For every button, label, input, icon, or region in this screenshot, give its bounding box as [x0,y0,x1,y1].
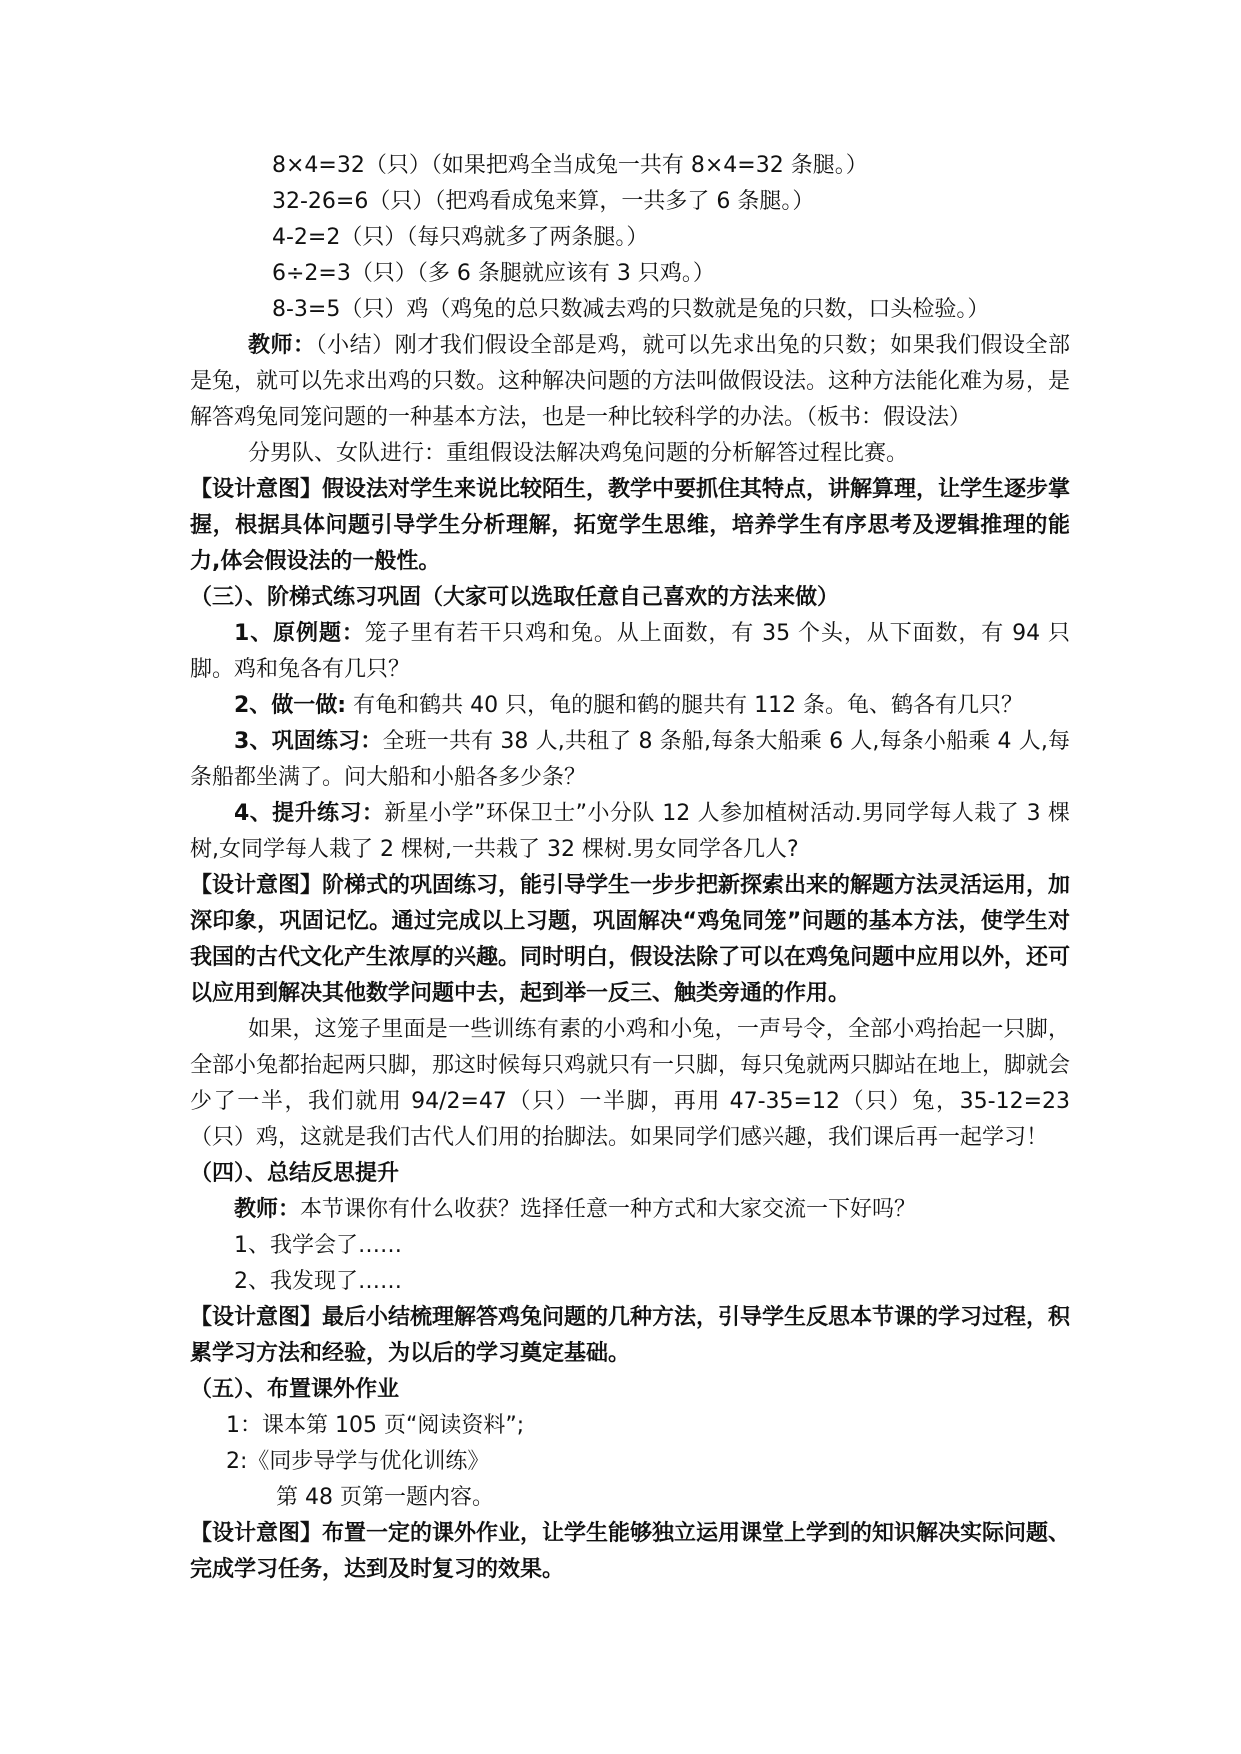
reflect-item-1: 1、我学会了…… [234,1233,402,1258]
homework-item-3: 第 48 页第一题内容。 [276,1485,494,1510]
calc-line-5: 8-3=5（只）鸡（鸡兔的总只数减去鸡的只数就是兔的只数，口头检验。） [272,297,990,322]
section-5-heading: （五）、布置课外作业 [190,1377,400,1402]
exercise-3-label: 3、巩固练习： [234,729,383,754]
exercise-4-text: 新星小学”环保卫士”小分队 12 人参加植树活动.男同学每人栽了 3 棵树,女同学每人栽了 2 棵树,一共栽了 32 棵树.男女同学各几人? [190,801,1070,862]
exercise-4 [190,796,1070,868]
calc-line-4: 6÷2=3（只）（多 6 条腿就应该有 3 只鸡。） [272,261,715,286]
design-intent-4: 【设计意图】布置一定的课外作业，让学生能够独立运用课堂上学到的知识解决实际问题、完成学习任务，达到及时复习的效果。 [190,1521,1071,1582]
teacher-reflect-text: 本节课你有什么收获？选择任意一种方式和大家交流一下好吗？ [300,1197,917,1222]
competition-paragraph: 分男队、女队进行：重组假设法解决鸡兔问题的分析解答过程比赛。 [248,441,909,466]
design-intent-1: 【设计意图】假设法对学生来说比较陌生，教学中要抓住其特点，讲解算理，让学生逐步掌握，根据具体问题引导学生分析理解，拓宽学生思维，培养学生有序思考及逻辑推理的能力,体会假设法的一般性。 [190,477,1071,574]
exercise-3 [190,724,1070,796]
teacher-label: 教师： [248,333,316,358]
teacher-reflect-paragraph [190,1192,1070,1228]
exercise-2-text: 有龟和鹤共 40 只，龟的腿和鹤的腿共有 112 条。龟、鹤各有几只？ [346,693,1024,718]
design-intent-3: 【设计意图】最后小结梳理解答鸡兔问题的几种方法，引导学生反思本节课的学习过程，积累学习方法和经验，为以后的学习奠定基础。 [190,1305,1071,1366]
design-intent-2: 【设计意图】阶梯式的巩固练习，能引导学生一步步把新探索出来的解题方法灵活运用，加深印象，巩固记忆。通过完成以上习题，巩固解决“鸡兔同笼”问题的基本方法，使学生对我国的古代文化产生浓厚的兴趣。同时明白，假设法除了可以在鸡兔问题中应用以外，还可以应用到解决其他数学问题中去，起到举一反三、触类旁通的作用。 [190,873,1071,1006]
teacher-summary-text: （小结）刚才我们假设全部是鸡，就可以先求出兔的只数；如果我们假设全部是兔，就可以先求出鸡的只数。这种解决问题的方法叫做假设法。这种方法能化难为易，是解答鸡兔同笼问题的一种基本方法，也是一种比较科学的办法。（板书：假设法） [190,333,1071,430]
calc-line-3: 4-2=2（只）（每只鸡就多了两条腿。） [272,225,649,250]
lift-foot-paragraph: 如果，这笼子里面是一些训练有素的小鸡和小兔，一声号令，全部小鸡抬起一只脚，全部小兔都抬起两只脚，那这时候每只鸡就只有一只脚，每只兔就两只脚站在地上，脚就会少了一半，我们就用 94/2=47（只）一半脚，再用 47-35=12（只）兔，35-12=23（只）鸡，这就是我们古代人们用的抬脚法。如果同学们感兴趣，我们课后再一起学习！ [190,1017,1071,1150]
exercise-2 [190,688,1070,724]
section-4-heading: （四）、总结反思提升 [190,1161,400,1186]
calc-line-1: 8×4=32（只）（如果把鸡全当成兔一共有 8×4=32 条腿。） [272,153,868,178]
reflect-item-2: 2、我发现了…… [234,1269,402,1294]
exercise-4-label: 4、提升练习： [234,801,385,826]
calc-line-2: 32-26=6（只）（把鸡看成兔来算，一共多了 6 条腿。） [272,189,815,214]
page-content [190,148,1070,1588]
exercise-1-label: 1、原例题： [234,621,365,646]
exercise-1 [190,616,1070,688]
homework-item-2: 2:《同步导学与优化训练》 [226,1449,490,1474]
teacher-summary-paragraph [190,328,1070,436]
homework-item-1: 1：课本第 105 页“阅读资料”; [226,1413,525,1438]
section-3-heading: （三）、阶梯式练习巩固（大家可以选取任意自己喜欢的方法来做） [190,585,840,610]
exercise-2-label: 2、做一做: [234,693,347,718]
exercise-3-text: 全班一共有 38 人,共租了 8 条船,每条大船乘 6 人,每条小船乘 4 人,每条船都坐满了。问大船和小船各多少条？ [190,729,1071,790]
exercise-1-text: 笼子里有若干只鸡和兔。从上面数，有 35 个头，从下面数，有 94 只脚。鸡和兔各有几只？ [190,621,1070,682]
teacher-reflect-label: 教师： [234,1197,301,1222]
